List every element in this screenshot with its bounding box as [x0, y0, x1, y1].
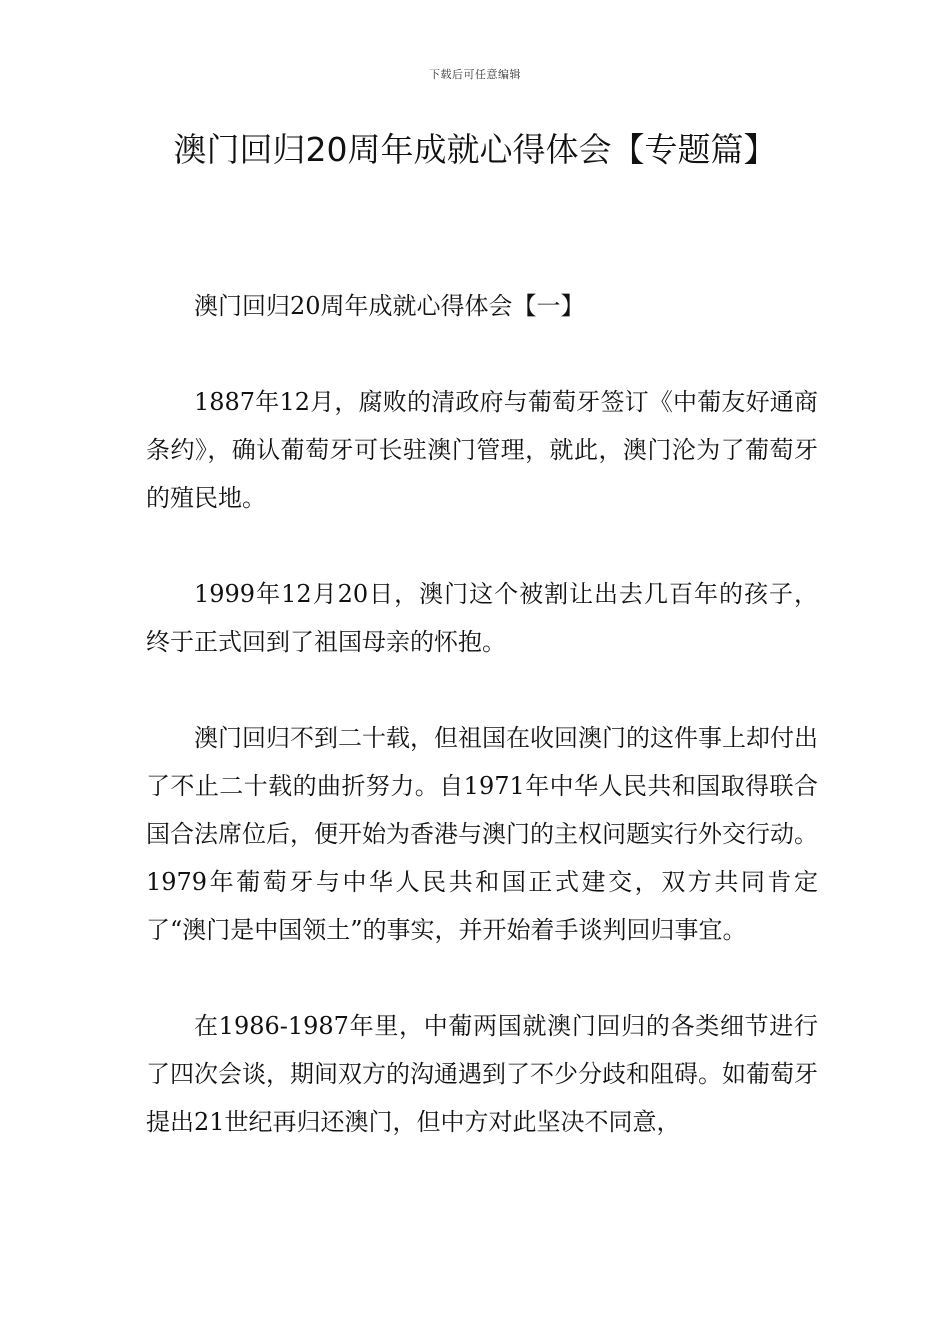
paragraph-4: 在1986-1987年里，中葡两国就澳门回归的各类细节进行了四次会谈，期间双方的沟通遇到了不少分歧和阻碍。如葡萄牙提出21世纪再归还澳门，但中方对此坚决不同意， — [146, 1012, 818, 1136]
paragraph-3: 澳门回归不到二十载，但祖国在收回澳门的这件事上却付出了不止二十载的曲折努力。自1971年中华人民共和国取得联合国合法席位后，便开始为香港与澳门的主权问题实行外交行动。1979年葡萄牙与中华人民共和国正式建交，双方共同肯定了“澳门是中国领土”的事实，并开始着手谈判回归事宜。 — [146, 724, 818, 944]
section-heading: 澳门回归20周年成就心得体会【一】 — [194, 292, 585, 320]
document-title: 澳门回归20周年成就心得体会【专题篇】 — [173, 130, 777, 169]
header-note: 下载后可任意编辑 — [429, 68, 521, 81]
paragraph-1: 1887年12月，腐败的清政府与葡萄牙签订《中葡友好通商条约》，确认葡萄牙可长驻澳门管理，就此，澳门沦为了葡萄牙的殖民地。 — [146, 388, 818, 512]
paragraph-2: 1999年12月20日，澳门这个被割让出去几百年的孩子，终于正式回到了祖国母亲的怀抱。 — [146, 580, 818, 656]
document-body — [146, 282, 818, 1146]
